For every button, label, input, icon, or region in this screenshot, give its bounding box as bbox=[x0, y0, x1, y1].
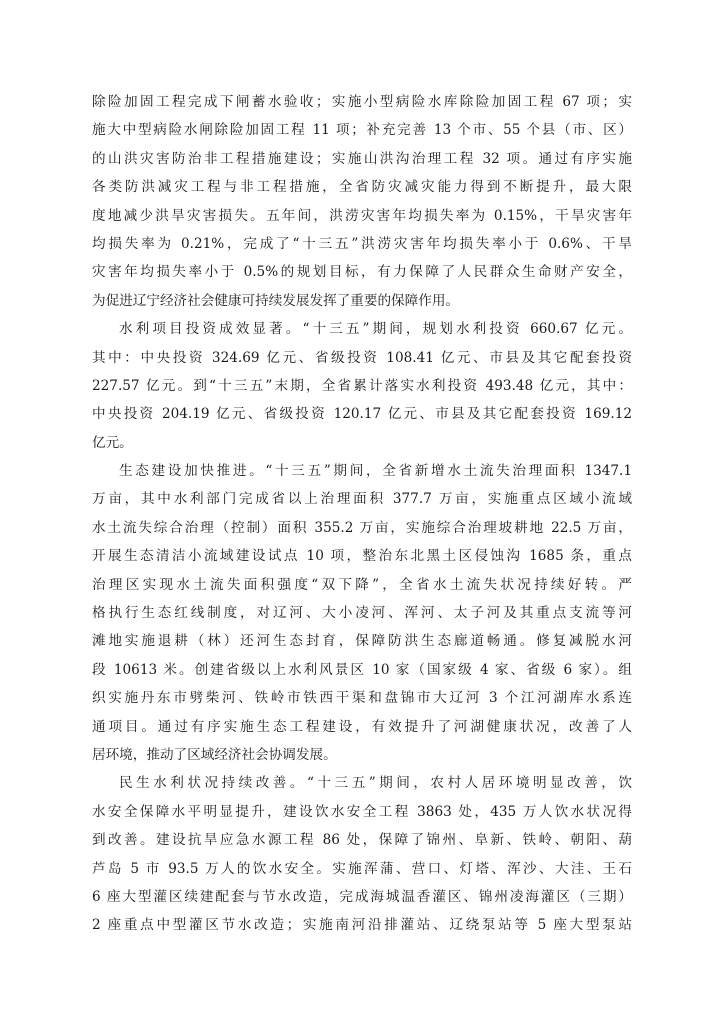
text-line: 亿元。 bbox=[92, 434, 133, 451]
text-line: 滩地实施退耕（林）还河生态封育，保障防洪生态廊道畅通。修复减脱水河 bbox=[92, 633, 632, 650]
flood-control-paragraph-end bbox=[92, 88, 632, 315]
text-line: 织实施丹东市劈柴河、铁岭市铁西干渠和盘锦市大辽河 3 个江河湖库水系连 bbox=[92, 690, 632, 707]
text-line: 227.57 亿元。到“十三五”末期，全省累计落实水利投资 493.48 亿元，其中： bbox=[92, 377, 632, 394]
text-line: 万亩，其中水利部门完成省以上治理面积 377.7 万亩，实施重点区域小流域 bbox=[92, 491, 632, 508]
text-line: 为促进辽宁经济社会健康可持续发展发挥了重要的保障作用。 bbox=[92, 292, 460, 309]
text-line: 施大中型病险水闸除险加固工程 11 项；补充完善 13 个市、55 个县（市、区） bbox=[92, 122, 632, 139]
text-line: 水利项目投资成效显著。“十三五”期间，规划水利投资 660.67 亿元。 bbox=[119, 321, 632, 338]
text-line: 水土流失综合治理（控制）面积 355.2 万亩，实施综合治理坡耕地 22.5 万亩， bbox=[92, 519, 632, 536]
text-line: 芦岛 5 市 93.5 万人的饮水安全。实施浑蒲、营口、灯塔、浑沙、大洼、王石 bbox=[92, 860, 632, 877]
text-line: 居环境，推动了区域经济社会协调发展。 bbox=[92, 746, 337, 763]
text-line: 开展生态清洁小流域建设试点 10 项，整治东北黑土区侵蚀沟 1685 条，重点 bbox=[92, 548, 632, 565]
text-line: 通项目。通过有序实施生态工程建设，有效提升了河湖健康状况，改善了人 bbox=[92, 718, 632, 735]
text-line: 的山洪灾害防治非工程措施建设；实施山洪沟治理工程 32 项。通过有序实施 bbox=[92, 150, 632, 167]
ecology-paragraph bbox=[92, 457, 632, 769]
livelihood-paragraph bbox=[92, 769, 632, 939]
text-line: 中央投资 204.19 亿元、省级投资 120.17 亿元、市县及其它配套投资 169.12 bbox=[92, 406, 632, 423]
document-page bbox=[92, 88, 632, 940]
investment-paragraph bbox=[92, 315, 632, 457]
text-line: 6 座大型灌区续建配套与节水改造，完成海城温香灌区、锦州凌海灌区（三期） bbox=[92, 888, 632, 905]
text-line: 段 10613 米。创建省级以上水利风景区 10 家（国家级 4 家、省级 6 家）。组 bbox=[92, 661, 632, 678]
text-line: 治理区实现水土流失面积强度“双下降”，全省水土流失状况持续好转。严 bbox=[92, 576, 632, 593]
text-line: 到改善。建设抗旱应急水源工程 86 处，保障了锦州、阜新、铁岭、朝阳、葫 bbox=[92, 832, 632, 849]
text-line: 均损失率为 0.21%，完成了“十三五”洪涝灾害年均损失率小于 0.6%、干旱 bbox=[92, 235, 632, 252]
text-line: 各类防洪减灾工程与非工程措施，全省防灾减灾能力得到不断提升，最大限 bbox=[92, 179, 632, 196]
text-line: 除险加固工程完成下闸蓄水验收；实施小型病险水库除险加固工程 67 项；实 bbox=[92, 94, 632, 110]
text-line: 格执行生态红线制度，对辽河、大小凌河、浑河、太子河及其重点支流等河 bbox=[92, 605, 632, 622]
text-line: 其中：中央投资 324.69 亿元、省级投资 108.41 亿元、市县及其它配套投资 bbox=[92, 349, 632, 366]
text-line: 民生水利状况持续改善。“十三五”期间，农村人居环境明显改善，饮 bbox=[119, 775, 632, 792]
text-line: 2 座重点中型灌区节水改造；实施南河沿排灌站、辽绕泵站等 5 座大型泵站 bbox=[92, 917, 632, 934]
text-line: 度地减少洪旱灾害损失。五年间，洪涝灾害年均损失率为 0.15%，干旱灾害年 bbox=[92, 207, 632, 224]
text-line: 水安全保障水平明显提升，建设饮水安全工程 3863 处，435 万人饮水状况得 bbox=[92, 803, 632, 820]
text-line: 生态建设加快推进。“十三五”期间，全省新增水土流失治理面积 1347.1 bbox=[119, 463, 632, 480]
text-line: 灾害年均损失率小于 0.5%的规划目标，有力保障了人民群众生命财产安全， bbox=[92, 264, 632, 281]
